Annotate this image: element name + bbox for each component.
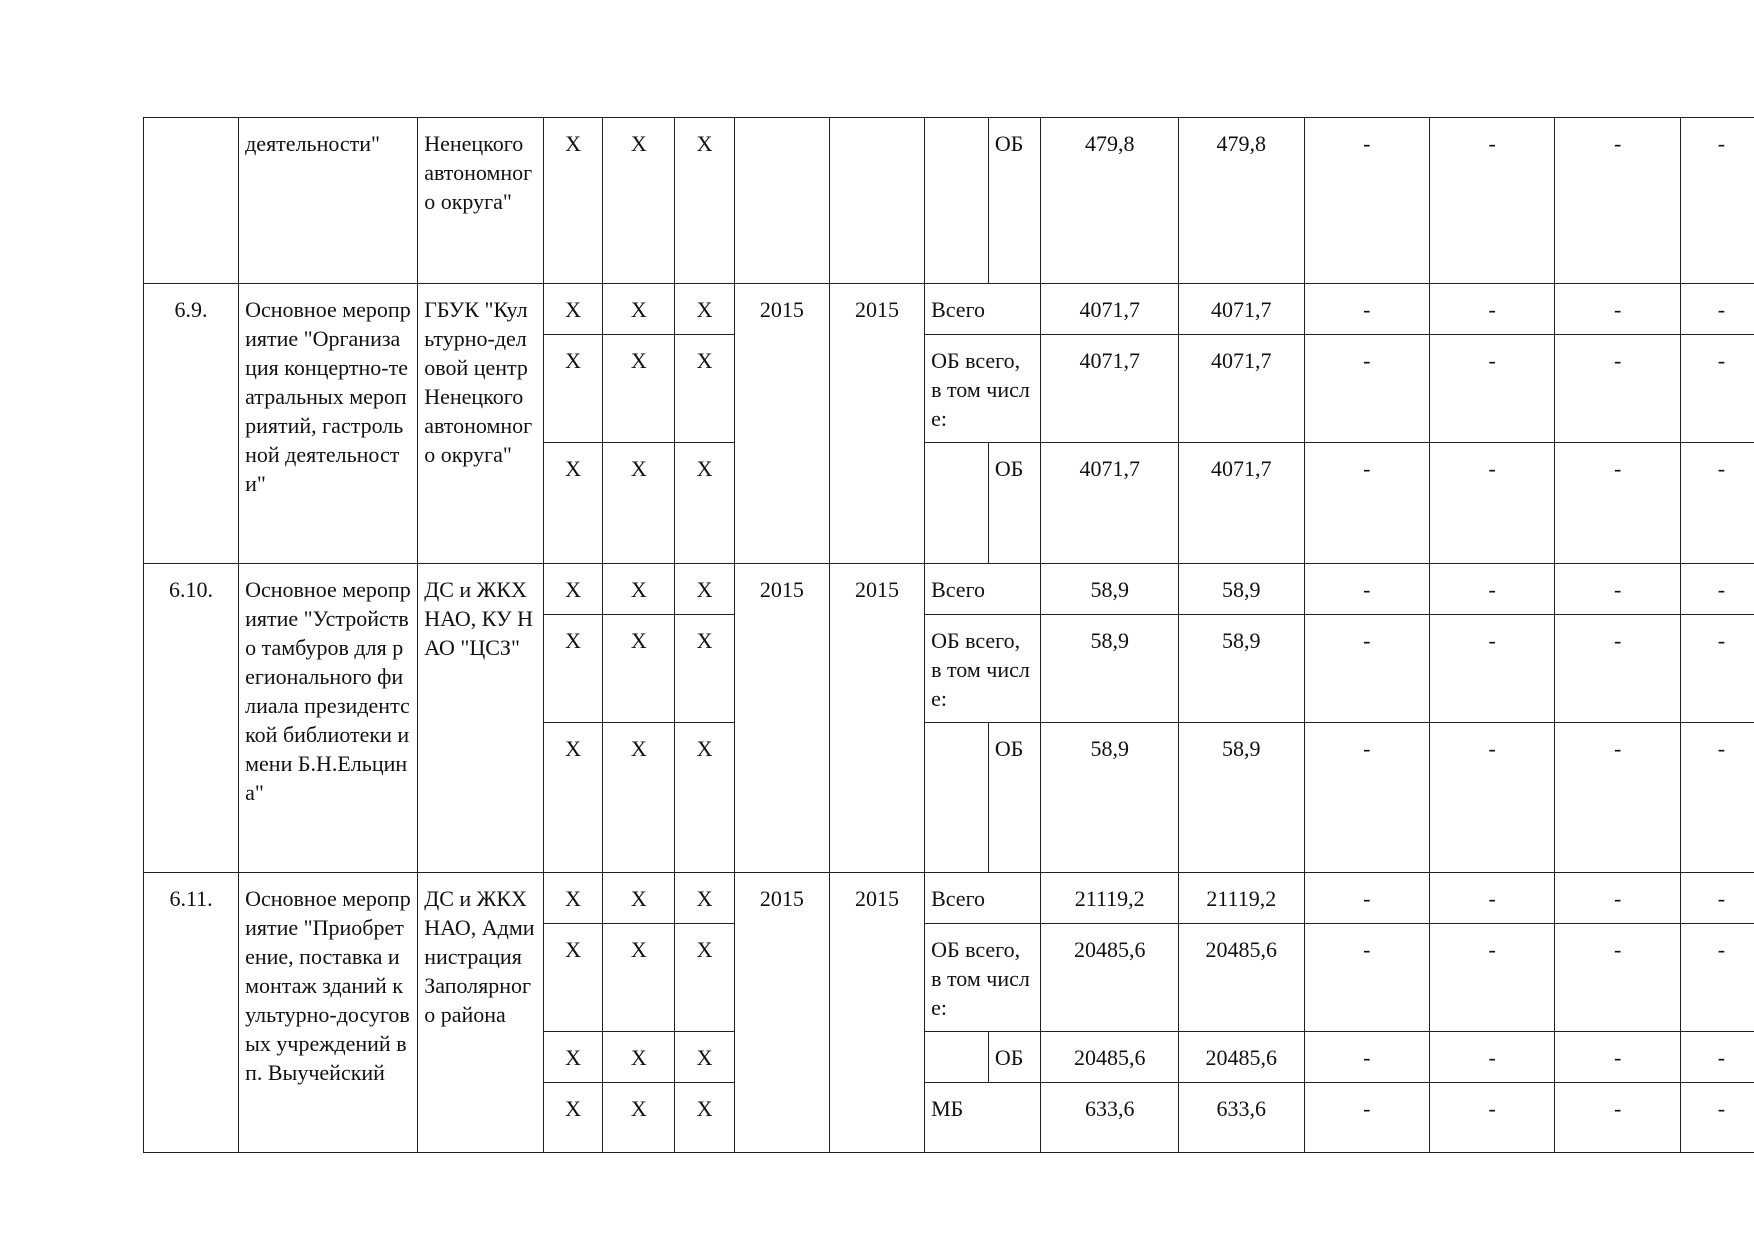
event-name: Основное мероприятие "Устройство тамбуров для регионального филиала президентской библиотеки имени Б.Н.Ельцина" (239, 564, 418, 873)
dash-cell: - (1304, 924, 1429, 1032)
x-cell: X (675, 118, 735, 284)
dash-cell: - (1680, 284, 1754, 335)
amount-total: 58,9 (1041, 615, 1179, 723)
x-cell: X (675, 924, 735, 1032)
start-year: 2015 (734, 564, 829, 873)
amount-year: 4071,7 (1179, 335, 1304, 443)
fund-source: МБ (925, 1083, 1041, 1153)
table-row (144, 564, 1754, 615)
dash-cell: - (1555, 335, 1680, 443)
table-row (144, 873, 1754, 924)
dash-cell: - (1429, 924, 1554, 1032)
fund-source: ОБ всего, в том числе: (925, 615, 1041, 723)
x-cell: X (603, 118, 675, 284)
dash-cell: - (1304, 564, 1429, 615)
fund-source: Всего (925, 873, 1041, 924)
dash-cell: - (1680, 1083, 1754, 1153)
dash-cell: - (1304, 1083, 1429, 1153)
end-year: 2015 (829, 873, 924, 1153)
amount-total: 4071,7 (1041, 284, 1179, 335)
dash-cell: - (1429, 873, 1554, 924)
executor: ДС и ЖКХ НАО, КУ НАО "ЦСЗ" (418, 564, 543, 873)
fund-source: ОБ (988, 443, 1041, 564)
row-number: 6.10. (144, 564, 239, 873)
amount-year: 20485,6 (1179, 1032, 1304, 1083)
dash-cell: - (1680, 873, 1754, 924)
x-cell: X (675, 873, 735, 924)
dash-cell: - (1680, 564, 1754, 615)
row-number: 6.11. (144, 873, 239, 1153)
fund-source: ОБ всего, в том числе: (925, 924, 1041, 1032)
amount-year: 633,6 (1179, 1083, 1304, 1153)
dash-cell: - (1304, 1032, 1429, 1083)
dash-cell: - (1429, 335, 1554, 443)
start-year: 2015 (734, 284, 829, 564)
x-cell: X (675, 335, 735, 443)
end-year (829, 118, 924, 284)
event-name: деятельности" (239, 118, 418, 284)
executor: ДС и ЖКХ НАО, Администрация Заполярного района (418, 873, 543, 1153)
dash-cell: - (1555, 564, 1680, 615)
amount-total: 20485,6 (1041, 924, 1179, 1032)
amount-total: 21119,2 (1041, 873, 1179, 924)
dash-cell: - (1304, 284, 1429, 335)
end-year: 2015 (829, 564, 924, 873)
dash-cell: - (1304, 335, 1429, 443)
fund-indent (925, 443, 989, 564)
x-cell: X (675, 443, 735, 564)
x-cell: X (675, 284, 735, 335)
amount-total: 20485,6 (1041, 1032, 1179, 1083)
dash-cell: - (1680, 335, 1754, 443)
executor: ГБУК "Культурно-деловой центр Ненецкого автономного округа" (418, 284, 543, 564)
x-cell: X (603, 564, 675, 615)
x-cell: X (543, 443, 603, 564)
x-cell: X (603, 284, 675, 335)
amount-year: 58,9 (1179, 615, 1304, 723)
fund-source: Всего (925, 284, 1041, 335)
dash-cell: - (1304, 723, 1429, 873)
x-cell: X (543, 335, 603, 443)
dash-cell: - (1429, 1032, 1554, 1083)
dash-cell: - (1304, 873, 1429, 924)
x-cell: X (603, 723, 675, 873)
dash-cell: - (1680, 723, 1754, 873)
dash-cell: - (1555, 873, 1680, 924)
x-cell: X (675, 615, 735, 723)
x-cell: X (543, 1032, 603, 1083)
dash-cell: - (1429, 1083, 1554, 1153)
fund-source: ОБ всего, в том числе: (925, 335, 1041, 443)
x-cell: X (543, 284, 603, 335)
x-cell: X (675, 1032, 735, 1083)
dash-cell: - (1429, 723, 1554, 873)
x-cell: X (543, 564, 603, 615)
amount-total: 58,9 (1041, 564, 1179, 615)
dash-cell: - (1555, 284, 1680, 335)
x-cell: X (543, 924, 603, 1032)
dash-cell: - (1680, 443, 1754, 564)
x-cell: X (603, 615, 675, 723)
x-cell: X (543, 723, 603, 873)
dash-cell: - (1555, 118, 1680, 284)
x-cell: X (603, 873, 675, 924)
dash-cell: - (1555, 924, 1680, 1032)
amount-year: 479,8 (1179, 118, 1304, 284)
dash-cell: - (1429, 118, 1554, 284)
dash-cell: - (1680, 615, 1754, 723)
table-row (144, 284, 1754, 335)
dash-cell: - (1555, 1083, 1680, 1153)
table-row (144, 118, 1754, 284)
amount-total: 4071,7 (1041, 335, 1179, 443)
x-cell: X (603, 335, 675, 443)
fund-source: ОБ (988, 118, 1041, 284)
table-body (144, 118, 1754, 1153)
row-number: 6.9. (144, 284, 239, 564)
start-year (734, 118, 829, 284)
dash-cell: - (1304, 615, 1429, 723)
x-cell: X (603, 443, 675, 564)
fund-indent (925, 723, 989, 873)
dash-cell: - (1555, 1032, 1680, 1083)
program-table (143, 117, 1754, 1153)
amount-total: 4071,7 (1041, 443, 1179, 564)
row-number (144, 118, 239, 284)
x-cell: X (543, 118, 603, 284)
dash-cell: - (1680, 924, 1754, 1032)
x-cell: X (603, 1083, 675, 1153)
dash-cell: - (1555, 723, 1680, 873)
dash-cell: - (1429, 615, 1554, 723)
fund-indent (925, 118, 989, 284)
x-cell: X (603, 1032, 675, 1083)
event-name: Основное мероприятие "Организация концертно-театральных мероприятий, гастрольной деятельности" (239, 284, 418, 564)
x-cell: X (543, 873, 603, 924)
amount-total: 58,9 (1041, 723, 1179, 873)
dash-cell: - (1429, 284, 1554, 335)
x-cell: X (675, 1083, 735, 1153)
amount-year: 21119,2 (1179, 873, 1304, 924)
fund-indent (925, 1032, 989, 1083)
dash-cell: - (1429, 564, 1554, 615)
dash-cell: - (1680, 118, 1754, 284)
amount-total: 633,6 (1041, 1083, 1179, 1153)
fund-source: ОБ (988, 1032, 1041, 1083)
dash-cell: - (1304, 118, 1429, 284)
amount-year: 4071,7 (1179, 284, 1304, 335)
x-cell: X (675, 564, 735, 615)
x-cell: X (603, 924, 675, 1032)
x-cell: X (543, 1083, 603, 1153)
dash-cell: - (1429, 443, 1554, 564)
amount-year: 20485,6 (1179, 924, 1304, 1032)
executor: Ненецкого автономного округа" (418, 118, 543, 284)
amount-year: 58,9 (1179, 564, 1304, 615)
fund-source: Всего (925, 564, 1041, 615)
amount-total: 479,8 (1041, 118, 1179, 284)
x-cell: X (675, 723, 735, 873)
start-year: 2015 (734, 873, 829, 1153)
dash-cell: - (1555, 443, 1680, 564)
amount-year: 58,9 (1179, 723, 1304, 873)
dash-cell: - (1680, 1032, 1754, 1083)
amount-year: 4071,7 (1179, 443, 1304, 564)
dash-cell: - (1304, 443, 1429, 564)
end-year: 2015 (829, 284, 924, 564)
event-name: Основное мероприятие "Приобретение, поставка и монтаж зданий культурно-досуговых учреждений в п. Выучейский (239, 873, 418, 1153)
dash-cell: - (1555, 615, 1680, 723)
fund-source: ОБ (988, 723, 1041, 873)
x-cell: X (543, 615, 603, 723)
